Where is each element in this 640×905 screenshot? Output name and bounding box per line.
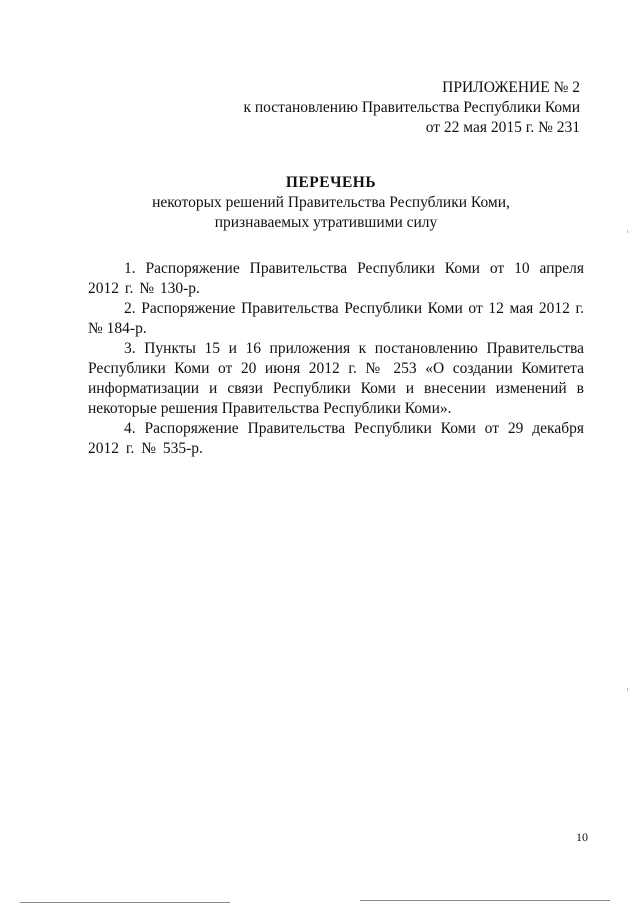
- document-subtitle-line2: признаваемых утратившими силу: [214, 214, 438, 231]
- document-heading: ПЕРЕЧЕНЬ: [285, 174, 377, 191]
- scan-artifact: [627, 688, 628, 691]
- document-subtitle-line1: некоторых решений Правительства Республики Коми,: [152, 194, 510, 211]
- list-item: 1. Распоряжение Правительства Республики Коми от 10 апреля 2012 г. № 130-р.: [88, 260, 584, 297]
- decisions-list: [88, 259, 584, 459]
- list-item: 4. Распоряжение Правительства Республики Коми от 29 декабря 2012 г. № 535-р.: [88, 420, 584, 457]
- scan-edge-line: [20, 902, 230, 903]
- appendix-date: от 22 мая 2015 г. № 231: [425, 119, 580, 136]
- page-number: 10: [576, 830, 588, 844]
- appendix-number: ПРИЛОЖЕНИЕ № 2: [442, 79, 580, 96]
- list-item: 3. Пункты 15 и 16 приложения к постановлению Правительства Республики Коми от 20 июня 2012 г. № 253 «О создании Комитета информатизации и связи Республики Коми и внесении изменений в некоторые решения Правительства Республики Коми».: [88, 340, 584, 417]
- list-item: 2. Распоряжение Правительства Республики Коми от 12 мая 2012 г. № 184-р.: [88, 300, 584, 337]
- scan-edge-line: [360, 900, 610, 901]
- document-title-block: [0, 173, 640, 233]
- appendix-header: [243, 78, 580, 138]
- scan-artifact: [627, 230, 628, 233]
- appendix-reference: к постановлению Правительства Республики Коми: [243, 99, 580, 116]
